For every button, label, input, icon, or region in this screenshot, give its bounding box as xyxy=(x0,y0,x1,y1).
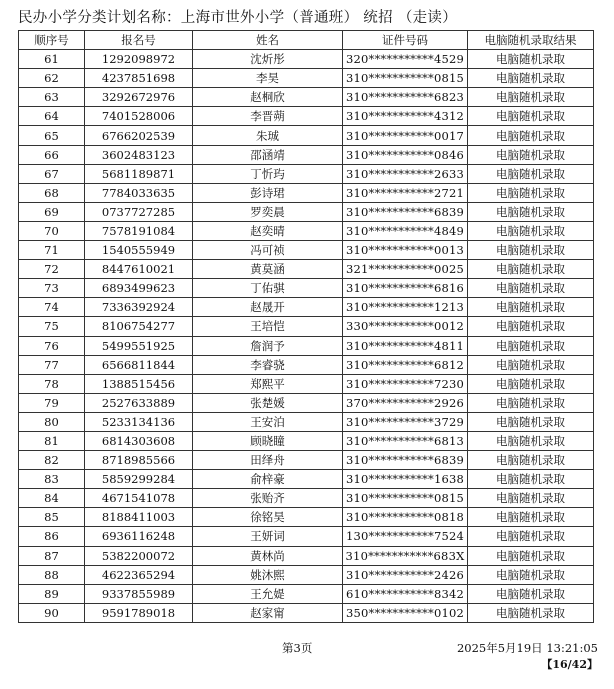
cell-id-no: 310***********4811 xyxy=(343,336,468,355)
cell-result: 电脑随机录取 xyxy=(468,336,594,355)
cell-seq: 66 xyxy=(19,145,85,164)
cell-reg-no: 4671541078 xyxy=(85,489,193,508)
table-row xyxy=(19,565,594,584)
cell-name: 赵家甯 xyxy=(193,603,343,622)
cell-reg-no: 2527633889 xyxy=(85,393,193,412)
cell-reg-no: 6766202539 xyxy=(85,126,193,145)
cell-result: 电脑随机录取 xyxy=(468,260,594,279)
cell-reg-no: 9337855989 xyxy=(85,584,193,603)
cell-reg-no: 5859299284 xyxy=(85,470,193,489)
cell-reg-no: 8106754277 xyxy=(85,317,193,336)
cell-id-no: 310***********2721 xyxy=(343,183,468,202)
cell-result: 电脑随机录取 xyxy=(468,126,594,145)
cell-result: 电脑随机录取 xyxy=(468,508,594,527)
print-datetime: 2025年5月19日 13:21:05 xyxy=(456,641,598,655)
results-table xyxy=(18,30,594,623)
cell-name: 冯可祯 xyxy=(193,241,343,260)
cell-reg-no: 7336392924 xyxy=(85,298,193,317)
cell-reg-no: 3292672976 xyxy=(85,88,193,107)
cell-name: 张楚媛 xyxy=(193,393,343,412)
header-id-no: 证件号码 xyxy=(343,31,468,50)
cell-id-no: 310***********0846 xyxy=(343,145,468,164)
cell-seq: 67 xyxy=(19,164,85,183)
cell-id-no: 310***********6839 xyxy=(343,202,468,221)
cell-seq: 82 xyxy=(19,451,85,470)
cell-seq: 70 xyxy=(19,221,85,240)
cell-seq: 78 xyxy=(19,374,85,393)
cell-id-no: 310***********2426 xyxy=(343,565,468,584)
cell-seq: 73 xyxy=(19,279,85,298)
cell-name: 赵桐欣 xyxy=(193,88,343,107)
cell-name: 彭诗珺 xyxy=(193,183,343,202)
table-row xyxy=(19,470,594,489)
cell-name: 赵晟开 xyxy=(193,298,343,317)
cell-id-no: 130***********7524 xyxy=(343,527,468,546)
cell-id-no: 310***********4849 xyxy=(343,221,468,240)
cell-seq: 79 xyxy=(19,393,85,412)
cell-id-no: 310***********1638 xyxy=(343,470,468,489)
cell-seq: 81 xyxy=(19,431,85,450)
cell-result: 电脑随机录取 xyxy=(468,145,594,164)
table-row xyxy=(19,412,594,431)
cell-name: 郑熙平 xyxy=(193,374,343,393)
cell-name: 丁忻玙 xyxy=(193,164,343,183)
table-row xyxy=(19,431,594,450)
cell-reg-no: 6566811844 xyxy=(85,355,193,374)
cell-reg-no: 8718985566 xyxy=(85,451,193,470)
cell-reg-no: 4237851698 xyxy=(85,69,193,88)
cell-id-no: 310***********1213 xyxy=(343,298,468,317)
table-row xyxy=(19,527,594,546)
header-reg-no: 报名号 xyxy=(85,31,193,50)
cell-reg-no: 8447610021 xyxy=(85,260,193,279)
header-result: 电脑随机录取结果 xyxy=(468,31,594,50)
table-row xyxy=(19,584,594,603)
cell-reg-no: 4622365294 xyxy=(85,565,193,584)
page-count: 【16/42】 xyxy=(541,658,598,671)
cell-seq: 74 xyxy=(19,298,85,317)
cell-seq: 84 xyxy=(19,489,85,508)
table-row xyxy=(19,69,594,88)
table-row xyxy=(19,336,594,355)
cell-seq: 80 xyxy=(19,412,85,431)
cell-name: 朱珹 xyxy=(193,126,343,145)
cell-reg-no: 8188411003 xyxy=(85,508,193,527)
table-row xyxy=(19,508,594,527)
cell-id-no: 350***********0102 xyxy=(343,603,468,622)
cell-result: 电脑随机录取 xyxy=(468,451,594,470)
cell-reg-no: 7578191084 xyxy=(85,221,193,240)
cell-reg-no: 1540555949 xyxy=(85,241,193,260)
cell-reg-no: 1292098972 xyxy=(85,50,193,69)
cell-id-no: 310***********3729 xyxy=(343,412,468,431)
table-row xyxy=(19,451,594,470)
cell-seq: 83 xyxy=(19,470,85,489)
cell-reg-no: 5382200072 xyxy=(85,546,193,565)
cell-reg-no: 1388515456 xyxy=(85,374,193,393)
cell-name: 王妍词 xyxy=(193,527,343,546)
cell-name: 张贻齐 xyxy=(193,489,343,508)
cell-id-no: 610***********8342 xyxy=(343,584,468,603)
table-row xyxy=(19,164,594,183)
cell-name: 邵涵靖 xyxy=(193,145,343,164)
table-row xyxy=(19,202,594,221)
cell-seq: 61 xyxy=(19,50,85,69)
cell-name: 顾晓瞳 xyxy=(193,431,343,450)
cell-result: 电脑随机录取 xyxy=(468,279,594,298)
cell-seq: 64 xyxy=(19,107,85,126)
cell-reg-no: 5681189871 xyxy=(85,164,193,183)
cell-seq: 71 xyxy=(19,241,85,260)
cell-result: 电脑随机录取 xyxy=(468,317,594,336)
page-number: 第3页 xyxy=(282,641,313,655)
cell-name: 罗奕晨 xyxy=(193,202,343,221)
table-row xyxy=(19,107,594,126)
cell-id-no: 321***********0025 xyxy=(343,260,468,279)
cell-result: 电脑随机录取 xyxy=(468,374,594,393)
cell-result: 电脑随机录取 xyxy=(468,412,594,431)
cell-seq: 75 xyxy=(19,317,85,336)
table-row xyxy=(19,241,594,260)
cell-seq: 88 xyxy=(19,565,85,584)
cell-id-no: 310***********6839 xyxy=(343,451,468,470)
cell-id-no: 310***********7230 xyxy=(343,374,468,393)
cell-name: 黄林尚 xyxy=(193,546,343,565)
table-row xyxy=(19,145,594,164)
cell-reg-no: 5499551925 xyxy=(85,336,193,355)
cell-result: 电脑随机录取 xyxy=(468,221,594,240)
cell-seq: 87 xyxy=(19,546,85,565)
table-row xyxy=(19,393,594,412)
cell-result: 电脑随机录取 xyxy=(468,50,594,69)
cell-seq: 76 xyxy=(19,336,85,355)
cell-name: 王培恺 xyxy=(193,317,343,336)
cell-result: 电脑随机录取 xyxy=(468,69,594,88)
table-row xyxy=(19,260,594,279)
header-name: 姓名 xyxy=(193,31,343,50)
cell-name: 王安泊 xyxy=(193,412,343,431)
header-seq: 顺序号 xyxy=(19,31,85,50)
cell-id-no: 310***********0815 xyxy=(343,489,468,508)
cell-id-no: 310***********2633 xyxy=(343,164,468,183)
table-row xyxy=(19,183,594,202)
cell-name: 沈炘彤 xyxy=(193,50,343,69)
cell-result: 电脑随机录取 xyxy=(468,603,594,622)
cell-reg-no: 6893499623 xyxy=(85,279,193,298)
cell-id-no: 310***********683X xyxy=(343,546,468,565)
cell-name: 黄莫涵 xyxy=(193,260,343,279)
cell-seq: 77 xyxy=(19,355,85,374)
cell-name: 李昊 xyxy=(193,69,343,88)
cell-result: 电脑随机录取 xyxy=(468,355,594,374)
cell-result: 电脑随机录取 xyxy=(468,527,594,546)
cell-reg-no: 9591789018 xyxy=(85,603,193,622)
cell-result: 电脑随机录取 xyxy=(468,470,594,489)
table-row xyxy=(19,50,594,69)
cell-result: 电脑随机录取 xyxy=(468,431,594,450)
cell-result: 电脑随机录取 xyxy=(468,241,594,260)
cell-result: 电脑随机录取 xyxy=(468,164,594,183)
cell-result: 电脑随机录取 xyxy=(468,88,594,107)
table-row xyxy=(19,279,594,298)
cell-id-no: 370***********2926 xyxy=(343,393,468,412)
cell-name: 赵奕晴 xyxy=(193,221,343,240)
cell-seq: 89 xyxy=(19,584,85,603)
cell-seq: 63 xyxy=(19,88,85,107)
cell-id-no: 310***********0013 xyxy=(343,241,468,260)
cell-reg-no: 0737727285 xyxy=(85,202,193,221)
cell-result: 电脑随机录取 xyxy=(468,489,594,508)
cell-id-no: 330***********0012 xyxy=(343,317,468,336)
cell-seq: 62 xyxy=(19,69,85,88)
table-row xyxy=(19,221,594,240)
cell-id-no: 310***********6823 xyxy=(343,88,468,107)
cell-id-no: 310***********0818 xyxy=(343,508,468,527)
page-title: 民办小学分类计划名称：上海市世外小学（普通班） 统招 （走读） xyxy=(18,10,458,26)
cell-seq: 68 xyxy=(19,183,85,202)
table-row xyxy=(19,489,594,508)
table-row xyxy=(19,355,594,374)
cell-seq: 85 xyxy=(19,508,85,527)
cell-result: 电脑随机录取 xyxy=(468,183,594,202)
cell-seq: 86 xyxy=(19,527,85,546)
table-header-row xyxy=(19,31,594,50)
table-row xyxy=(19,603,594,622)
cell-reg-no: 3602483123 xyxy=(85,145,193,164)
cell-name: 田绎舟 xyxy=(193,451,343,470)
cell-result: 电脑随机录取 xyxy=(468,107,594,126)
table-row xyxy=(19,88,594,107)
table-row xyxy=(19,546,594,565)
cell-id-no: 310***********4312 xyxy=(343,107,468,126)
cell-reg-no: 6936116248 xyxy=(85,527,193,546)
cell-result: 电脑随机录取 xyxy=(468,565,594,584)
cell-result: 电脑随机录取 xyxy=(468,584,594,603)
cell-reg-no: 7401528006 xyxy=(85,107,193,126)
cell-name: 丁佑骐 xyxy=(193,279,343,298)
table-row xyxy=(19,374,594,393)
cell-id-no: 310***********6816 xyxy=(343,279,468,298)
cell-name: 徐铭昊 xyxy=(193,508,343,527)
cell-result: 电脑随机录取 xyxy=(468,298,594,317)
cell-name: 李睿骁 xyxy=(193,355,343,374)
table-row xyxy=(19,126,594,145)
cell-name: 李晋蒴 xyxy=(193,107,343,126)
cell-id-no: 310***********0017 xyxy=(343,126,468,145)
cell-seq: 72 xyxy=(19,260,85,279)
cell-seq: 90 xyxy=(19,603,85,622)
table-row xyxy=(19,317,594,336)
cell-reg-no: 7784033635 xyxy=(85,183,193,202)
cell-name: 詹润予 xyxy=(193,336,343,355)
cell-name: 王允媞 xyxy=(193,584,343,603)
cell-name: 姚沐熙 xyxy=(193,565,343,584)
cell-id-no: 310***********0815 xyxy=(343,69,468,88)
cell-reg-no: 6814303608 xyxy=(85,431,193,450)
cell-seq: 65 xyxy=(19,126,85,145)
cell-id-no: 320***********4529 xyxy=(343,50,468,69)
cell-result: 电脑随机录取 xyxy=(468,202,594,221)
table-row xyxy=(19,298,594,317)
cell-seq: 69 xyxy=(19,202,85,221)
cell-reg-no: 5233134136 xyxy=(85,412,193,431)
cell-id-no: 310***********6812 xyxy=(343,355,468,374)
cell-name: 俞梓豪 xyxy=(193,470,343,489)
cell-result: 电脑随机录取 xyxy=(468,393,594,412)
cell-id-no: 310***********6813 xyxy=(343,431,468,450)
cell-result: 电脑随机录取 xyxy=(468,546,594,565)
